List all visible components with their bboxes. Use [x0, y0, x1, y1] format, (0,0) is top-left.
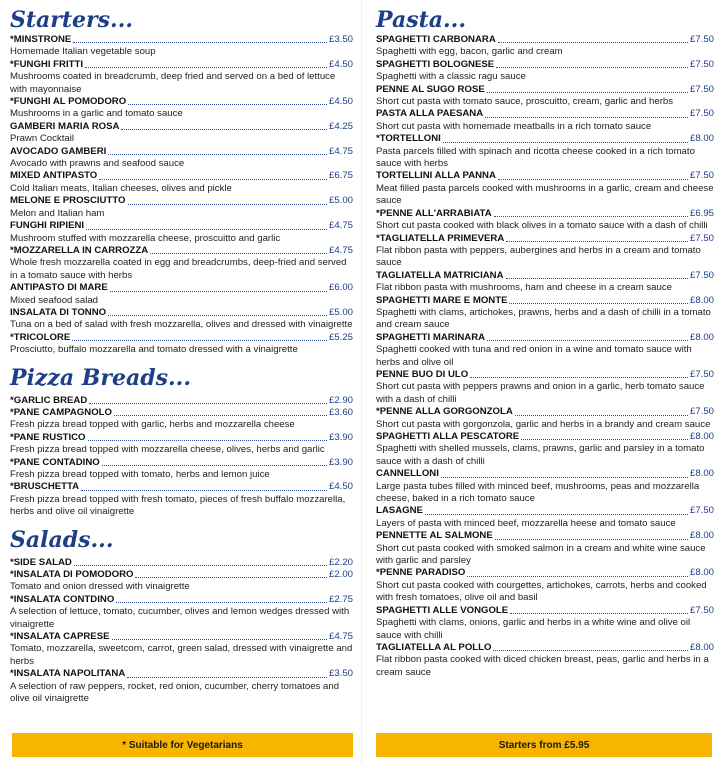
- menu-item: [376, 208, 714, 233]
- menu-item-row: [376, 270, 714, 282]
- dotted-leader: [493, 650, 688, 651]
- menu-item-name: AVOCADO GAMBERI: [10, 145, 107, 157]
- menu-item-name: *SIDE SALAD: [10, 556, 72, 568]
- menu-item-price: £3.90: [328, 456, 353, 468]
- menu-item-description: A selection of lettuce, tomato, cucumber, olives and lemon wedges dressed with vinaigrette: [10, 606, 350, 630]
- pizza-breads-heading: Pizza Breads...: [10, 364, 191, 391]
- menu-item-name: SPAGHETTI BOLOGNESE: [376, 58, 495, 70]
- starters-from-banner: Starters from £5.95: [376, 733, 712, 757]
- menu-item-name: SPAGHETTI ALLA PESCATORE: [376, 431, 520, 442]
- dotted-leader: [510, 613, 688, 614]
- menu-item-row: [10, 432, 353, 444]
- menu-item-description: Meat filled pasta parcels cooked with mushrooms in a garlic, cream and cheese sauce: [376, 182, 714, 207]
- menu-item-row: [376, 567, 714, 579]
- menu-item-description: Spaghetti with shelled mussels, clams, prawns, garlic and parsley in a tomato sauce with a dash of chilli: [376, 443, 705, 467]
- menu-item-name: *INSALATA NAPOLITANA: [10, 668, 126, 680]
- starters-list: [10, 34, 353, 357]
- dotted-leader: [485, 117, 688, 118]
- menu-item-price: £8.00: [689, 431, 714, 442]
- menu-item-row: [376, 295, 714, 307]
- menu-item-row: [10, 282, 353, 294]
- menu-item-description: Melon and Italian ham: [10, 207, 105, 219]
- menu-item-name: *INSALATA DI POMODORO: [10, 569, 134, 581]
- menu-item: [10, 220, 353, 245]
- menu-item-description: Tuna on a bed of salad with fresh mozzarella, olives and dressed with vinaigrette: [10, 319, 353, 331]
- menu-item-price: £7.50: [689, 170, 714, 182]
- menu-item: [10, 282, 353, 307]
- menu-item-row: [376, 59, 714, 71]
- menu-item-price: £2.00: [328, 569, 353, 581]
- menu-item-name: *FUNGHI FRITTI: [10, 58, 84, 70]
- menu-item-price: £5.25: [328, 331, 353, 343]
- dotted-leader: [127, 677, 327, 678]
- menu-item: [376, 605, 714, 642]
- menu-item-description: Mushroom stuffed with mozzarella cheese, proscuitto and garlic: [10, 232, 281, 244]
- dotted-leader: [74, 565, 327, 566]
- menu-item-name: MELONE E PROSCIUTTO: [10, 195, 126, 207]
- menu-item-description: Layers of pasta with minced beef, mozzarella heese and tomato sauce: [376, 517, 676, 529]
- menu-item-description: Spaghetti with clams, onions, garlic and herbs in a white wine and olive oil sauce with chilli: [376, 617, 691, 641]
- menu-item-row: [10, 307, 353, 319]
- menu-item: [376, 170, 714, 207]
- menu-item: [376, 59, 714, 84]
- menu-item-name: *MOZZARELLA IN CARROZZA: [10, 244, 149, 256]
- menu-item-price: £5.00: [328, 195, 353, 207]
- menu-item-name: GAMBERI MARIA ROSA: [10, 120, 120, 132]
- menu-item-row: [10, 569, 353, 581]
- dotted-leader: [506, 241, 688, 242]
- menu-item-row: [10, 245, 353, 257]
- menu-item-description: Spaghetti with clams, artichokes, prawns, herbs and a dash of chilli in a tomato and cream sauce: [376, 306, 711, 331]
- menu-item-row: [376, 133, 714, 145]
- menu-item: [10, 631, 353, 668]
- menu-item: [10, 594, 353, 631]
- menu-item: [376, 133, 714, 170]
- menu-item-price: £4.75: [328, 244, 353, 256]
- menu-item-price: £8.00: [689, 331, 714, 343]
- menu-item-description: Short cut pasta cooked with courgettes, artichokes, carrots, herbs and cooked with fresh tomatoes, olive oil and basil: [376, 579, 707, 604]
- menu-item: [376, 567, 714, 604]
- menu-item-row: [10, 220, 353, 232]
- menu-item-description: Homemade Italian vegetable soup: [10, 46, 156, 58]
- dotted-leader: [108, 315, 327, 316]
- menu-item-name: *PANE CAMPAGNOLO: [10, 406, 112, 418]
- pasta-heading: Pasta...: [376, 7, 466, 33]
- menu-item-description: Short cut pasta with homemade meatballs in a rich tomato sauce: [376, 120, 652, 132]
- menu-item-row: [376, 170, 714, 182]
- menu-item: [10, 96, 353, 121]
- menu-item-description: Flat ribbon pasta with peppers, aubergines and herbs in a cream and tomato sauce: [376, 244, 701, 269]
- menu-item-name: SPAGHETTI CARBONARA: [376, 34, 496, 45]
- menu-item-name: TORTELLINI ALLA PANNA: [376, 170, 496, 182]
- menu-item: [376, 468, 714, 505]
- dotted-leader: [89, 403, 327, 404]
- menu-item-row: [376, 605, 714, 617]
- menu-item: [10, 432, 353, 457]
- menu-item-price: £3.50: [328, 34, 353, 45]
- menu-item: [10, 557, 353, 569]
- menu-item-description: Prosciutto, buffalo mozzarella and tomato dressed with a vinaigrette: [10, 344, 298, 356]
- menu-item-description: Fresh pizza bread topped with garlic, herbs and mozzarella cheese: [10, 419, 295, 431]
- menu-item-description: Tomato and onion dressed with vinaigrette: [10, 581, 190, 593]
- menu-item: [376, 505, 714, 530]
- menu-item-price: £2.20: [328, 556, 353, 568]
- right-menu-panel: [362, 0, 722, 765]
- menu-item-row: [376, 530, 714, 542]
- menu-item-description: Mushrooms in a garlic and tomato sauce: [10, 108, 183, 120]
- menu-item-name: *MINSTRONE: [10, 34, 72, 45]
- menu-item-row: [10, 481, 353, 493]
- dotted-leader: [88, 440, 327, 441]
- dotted-leader: [498, 179, 688, 180]
- starters-heading: Starters...: [10, 7, 134, 33]
- menu-item-description: A selection of raw peppers, rocket, red onion, cucumber, cherry tomatoes and olive oil vinaigrette: [10, 680, 340, 705]
- menu-item-row: [376, 369, 714, 381]
- vegetarian-note-banner: * Suitable for Vegetarians: [12, 733, 353, 757]
- salads-heading: Salads...: [10, 526, 114, 553]
- menu-item-description: Pasta parcels filled with spinach and ricotta cheese cooked in a rich tomato sauce with herbs: [376, 145, 695, 170]
- menu-item: [10, 332, 353, 357]
- menu-item-row: [10, 457, 353, 469]
- menu-item: [376, 295, 714, 332]
- menu-item-price: £4.50: [328, 96, 353, 108]
- menu-item: [376, 108, 714, 133]
- menu-item: [376, 84, 714, 109]
- menu-item-description: Flat ribbon pasta with mushrooms, ham and cheese in a cream sauce: [376, 282, 672, 294]
- salads-list: [10, 557, 353, 706]
- menu-item-name: *PENNE ALL'ARRABIATA: [376, 207, 492, 219]
- menu-item-description: Mixed seafood salad: [10, 294, 98, 306]
- menu-item-price: £7.50: [689, 368, 714, 380]
- menu-item: [10, 395, 353, 407]
- dotted-leader: [121, 129, 327, 130]
- menu-item-description: Flat ribbon pasta cooked with diced chicken breast, peas, garlic and herbs in a cream sauce: [376, 654, 709, 678]
- menu-item: [376, 530, 714, 567]
- menu-item-name: PENNE BUO DI ULO: [376, 368, 469, 380]
- menu-item: [10, 121, 353, 146]
- menu-item-price: £6.75: [328, 170, 353, 182]
- menu-item-name: INSALATA DI TONNO: [10, 306, 107, 318]
- menu-item: [376, 332, 714, 369]
- menu-item-price: £8.00: [689, 530, 714, 542]
- menu-item-name: *FUNGHI AL POMODORO: [10, 96, 127, 108]
- menu-item: [10, 34, 353, 59]
- menu-item-name: *GARLIC BREAD: [10, 394, 88, 406]
- menu-item-name: PASTA ALLA PAESANA: [376, 108, 484, 120]
- dotted-leader: [521, 439, 688, 440]
- menu-item-price: £4.75: [328, 145, 353, 157]
- menu-item-price: £7.50: [689, 83, 714, 95]
- dotted-leader: [441, 477, 688, 478]
- dotted-leader: [487, 92, 688, 93]
- menu-item: [10, 146, 353, 171]
- menu-item-row: [376, 642, 714, 654]
- menu-item-name: SPAGHETTI ALLE VONGOLE: [376, 604, 509, 616]
- menu-item-description: Spaghetti with egg, bacon, garlic and cream: [376, 46, 563, 58]
- menu-item-price: £7.50: [689, 108, 714, 120]
- menu-item-row: [376, 431, 714, 443]
- dotted-leader: [509, 303, 688, 304]
- menu-item-row: [10, 557, 353, 569]
- menu-item-row: [10, 59, 353, 71]
- menu-item: [10, 668, 353, 705]
- dotted-leader: [73, 42, 327, 43]
- menu-item-description: Fresh pizza bread topped with fresh tomato, pieces of fresh buffalo mozzarella, herbs and olive oil vinaigrette: [10, 493, 346, 518]
- menu-item-description: Spaghetti with a classic ragu sauce: [376, 71, 526, 83]
- menu-item-description: Short cut pasta cooked with smoked salmon in a cream and white wine sauce with garlic and parsley: [376, 542, 706, 567]
- menu-item: [376, 270, 714, 295]
- menu-item: [10, 457, 353, 482]
- dotted-leader: [108, 154, 327, 155]
- menu-item-description: Short cut pasta with tomato sauce, proscuitto, cream, garlic and herbs: [376, 96, 674, 108]
- menu-item-row: [10, 34, 353, 46]
- dotted-leader: [470, 377, 688, 378]
- menu-item-row: [376, 406, 714, 418]
- menu-item-name: MIXED ANTIPASTO: [10, 170, 98, 182]
- dotted-leader: [128, 104, 327, 105]
- menu-item-price: £4.75: [328, 220, 353, 232]
- menu-item-price: £2.75: [328, 593, 353, 605]
- menu-item-name: *PENNE ALLA GORGONZOLA: [376, 406, 513, 418]
- dotted-leader: [494, 216, 688, 217]
- dotted-leader: [85, 67, 327, 68]
- dotted-leader: [81, 490, 327, 491]
- menu-item-price: £8.00: [689, 133, 714, 145]
- dotted-leader: [102, 465, 327, 466]
- menu-item-price: £8.00: [689, 294, 714, 306]
- menu-item-row: [376, 84, 714, 96]
- menu-item-price: £7.50: [689, 232, 714, 244]
- menu-item-price: £4.50: [328, 481, 353, 493]
- menu-item: [376, 369, 714, 406]
- menu-item-row: [376, 233, 714, 245]
- menu-item-name: TAGLIATELLA MATRICIANA: [376, 269, 504, 281]
- menu-item-description: Large pasta tubes filled with minced beef, mushrooms, peas and mozzarella cheese, baked in a rich tomato sauce: [376, 480, 700, 505]
- menu-item-name: SPAGHETTI MARE E MONTE: [376, 294, 508, 306]
- menu-item-description: Short cut pasta cooked with black olives in a tomato sauce with a dash of chilli: [376, 220, 708, 232]
- menu-item-price: £6.95: [689, 207, 714, 219]
- menu-item-name: *PANE RUSTICO: [10, 431, 86, 443]
- dotted-leader: [135, 577, 327, 578]
- menu-item: [10, 59, 353, 96]
- menu-item-row: [376, 208, 714, 220]
- menu-item-price: £6.00: [328, 282, 353, 294]
- menu-item-row: [376, 34, 714, 46]
- menu-item-name: *INSALATA CAPRESE: [10, 631, 110, 643]
- menu-item-price: £4.25: [328, 120, 353, 132]
- menu-item-price: £7.50: [689, 58, 714, 70]
- menu-item-name: *INSALATA CONTDINO: [10, 593, 115, 605]
- dotted-leader: [116, 602, 327, 603]
- menu-item-description: Spaghetti cooked with tuna and red onion in a wine and tomato sauce with herbs and olive oil: [376, 344, 692, 368]
- menu-item-price: £3.90: [328, 431, 353, 443]
- menu-item-price: £7.50: [689, 34, 714, 45]
- menu-item: [376, 431, 714, 468]
- menu-item-name: *PENNE PARADISO: [376, 567, 466, 579]
- menu-item-description: Mushrooms coated in breadcrumb, deep fried and served on a bed of lettuce with mayonnaise: [10, 71, 336, 95]
- dotted-leader: [496, 67, 688, 68]
- dotted-leader: [515, 415, 688, 416]
- menu-item: [10, 195, 353, 220]
- dotted-leader: [487, 340, 688, 341]
- menu-item-price: £7.50: [689, 269, 714, 281]
- menu-item-name: *BRUSCHETTA: [10, 481, 80, 493]
- menu-item-name: *TORTELLONI: [376, 133, 441, 145]
- dotted-leader: [495, 539, 688, 540]
- menu-item-price: £7.50: [689, 406, 714, 418]
- menu-item-name: SPAGHETTI MARINARA: [376, 331, 486, 343]
- menu-item-row: [376, 468, 714, 480]
- dotted-leader: [425, 514, 688, 515]
- menu-item-description: Prawn Cocktail: [10, 133, 74, 145]
- menu-item-name: FUNGHI RIPIENI: [10, 220, 85, 232]
- menu-item-description: Cold Italian meats, Italian cheeses, olives and pickle: [10, 182, 232, 194]
- menu-item-row: [10, 594, 353, 606]
- menu-item-row: [10, 170, 353, 182]
- menu-item-name: *PANE CONTADINO: [10, 456, 100, 468]
- menu-item-price: £5.00: [328, 306, 353, 318]
- menu-item-price: £2.90: [328, 394, 353, 406]
- menu-item-description: Tomato, mozzarella, sweetcorn, carrot, green salad, dressed with vinaigrette and herbs: [10, 643, 353, 667]
- menu-item-name: PENNETTE AL SALMONE: [376, 530, 493, 542]
- menu-item-price: £8.00: [689, 641, 714, 653]
- dotted-leader: [86, 229, 327, 230]
- dotted-leader: [112, 639, 327, 640]
- menu-item-description: Fresh pizza bread topped with mozzarella cheese, olives, herbs and garlic: [10, 444, 325, 456]
- menu-item-price: £4.50: [328, 58, 353, 70]
- pasta-list: [376, 34, 714, 679]
- dotted-leader: [110, 291, 327, 292]
- menu-item-row: [10, 121, 353, 133]
- menu-item-name: PENNE AL SUGO ROSE: [376, 83, 485, 95]
- menu-item-row: [10, 395, 353, 407]
- menu-item-row: [376, 332, 714, 344]
- menu-item: [10, 170, 353, 195]
- menu-item: [10, 481, 353, 518]
- menu-item: [376, 642, 714, 679]
- menu-item-row: [10, 407, 353, 419]
- menu-item-name: *TRICOLORE: [10, 331, 71, 343]
- menu-item-row: [10, 146, 353, 158]
- dotted-leader: [99, 179, 327, 180]
- menu-item-row: [376, 505, 714, 517]
- menu-item: [10, 245, 353, 282]
- menu-item-row: [10, 96, 353, 108]
- menu-item-description: Whole fresh mozzarella coated in egg and breadcrumbs, deep-fried and served in a tomato sauce with herbs: [10, 257, 347, 281]
- menu-item-price: £3.50: [328, 668, 353, 680]
- menu-item-description: Avocado with prawns and seafood sauce: [10, 158, 185, 170]
- dotted-leader: [467, 576, 688, 577]
- menu-item-description: Short cut pasta with peppers prawns and onion in a garlic, herb tomato sauce with a dash of chilli: [376, 381, 705, 405]
- menu-item: [10, 407, 353, 432]
- menu-item: [376, 34, 714, 59]
- pizza-breads-list: [10, 395, 353, 519]
- dotted-leader: [506, 278, 688, 279]
- dotted-leader: [498, 42, 688, 43]
- menu-item-name: *TAGLIATELLA PRIMEVERA: [376, 232, 505, 244]
- menu-item: [10, 569, 353, 594]
- dotted-leader: [150, 253, 327, 254]
- dotted-leader: [443, 142, 688, 143]
- menu-item-description: Fresh pizza bread topped with tomato, herbs and lemon juice: [10, 469, 270, 480]
- menu-item-row: [10, 195, 353, 207]
- menu-item-name: LASAGNE: [376, 505, 423, 517]
- menu-item-description: Short cut pasta with gorgonzola, garlic and herbs in a brandy and cream sauce: [376, 418, 711, 430]
- menu-item-row: [10, 332, 353, 344]
- menu-item-price: £8.00: [689, 567, 714, 579]
- menu-item: [376, 406, 714, 431]
- menu-item-name: ANTIPASTO DI MARE: [10, 282, 108, 294]
- menu-item-row: [376, 108, 714, 120]
- menu-item-price: £3.60: [328, 406, 353, 418]
- menu-item-name: TAGLIATELLA AL POLLO: [376, 641, 492, 653]
- menu-item-name: CANNELLONI: [376, 468, 439, 480]
- menu-item: [376, 233, 714, 270]
- menu-item-row: [10, 631, 353, 643]
- menu-item: [10, 307, 353, 332]
- menu-item-price: £8.00: [689, 468, 714, 480]
- menu-item-row: [10, 668, 353, 680]
- dotted-leader: [72, 340, 327, 341]
- dotted-leader: [114, 415, 327, 416]
- menu-item-price: £7.50: [689, 604, 714, 616]
- menu-item-price: £7.50: [689, 505, 714, 517]
- menu-item-price: £4.75: [328, 631, 353, 643]
- dotted-leader: [128, 204, 327, 205]
